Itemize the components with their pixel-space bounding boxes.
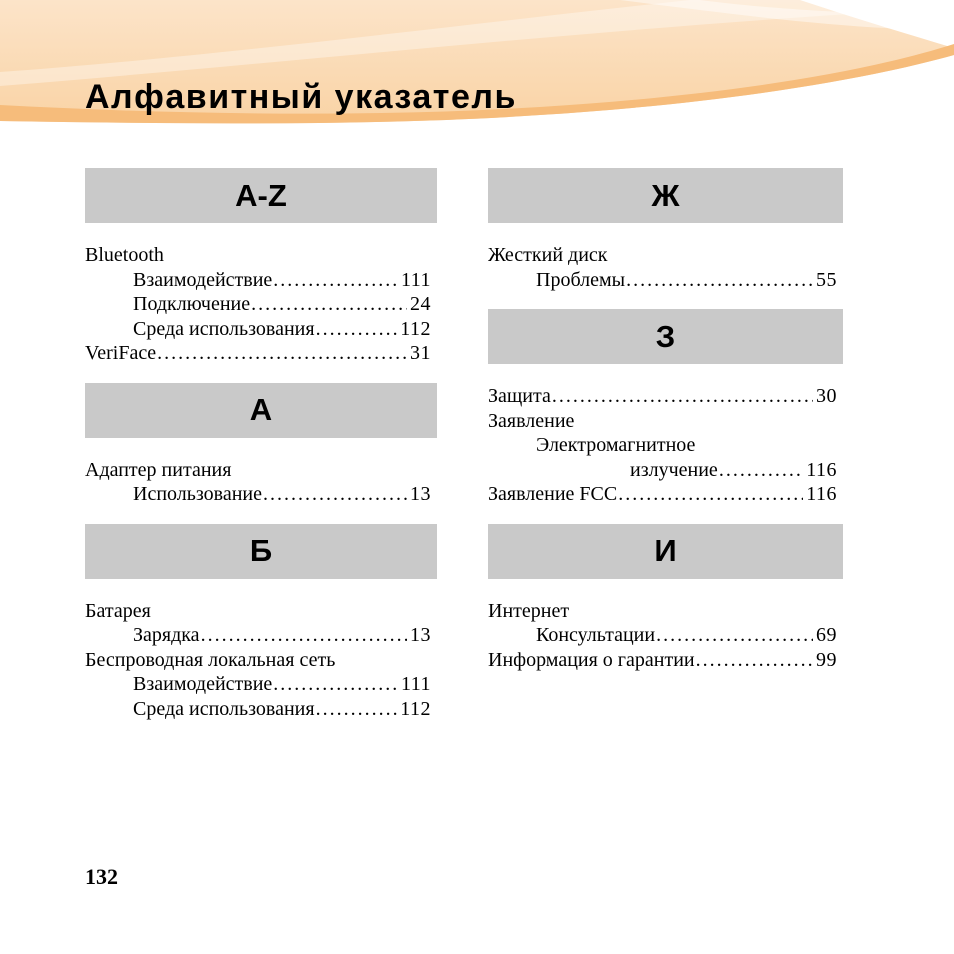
index-entry: [85, 292, 437, 317]
entry-label: Среда использования: [133, 317, 315, 340]
entry-label: Адаптер питания: [85, 458, 232, 481]
index-entry: [85, 317, 437, 342]
dot-leader: [201, 623, 407, 648]
entry-page-number: 69: [816, 624, 837, 646]
entry-label: Использование: [133, 483, 262, 505]
entry-label: Защита: [488, 385, 551, 407]
index-entry: [488, 243, 843, 268]
index-entry: [85, 243, 437, 268]
dot-leader: [157, 341, 407, 366]
entry-label: Батарея: [85, 599, 151, 622]
index-entry: [488, 268, 843, 293]
index-entry: [488, 458, 843, 483]
entry-page-number: 31: [410, 342, 431, 364]
entry-label: Беспроводная локальная сеть: [85, 648, 336, 671]
dot-leader: [316, 697, 398, 722]
index-entry: [85, 623, 437, 648]
section-letter: З: [655, 318, 676, 354]
index-entry: [488, 482, 843, 507]
entry-label: Заявление: [488, 409, 575, 432]
section-letter: Б: [249, 533, 273, 568]
section-letter: А: [249, 392, 273, 427]
entry-list: [85, 599, 437, 722]
index-columns: [85, 168, 843, 738]
index-entry: [85, 697, 437, 722]
section-letter: И: [654, 533, 677, 568]
entry-label: Взаимодействие: [133, 268, 273, 291]
entry-page-number: 99: [816, 648, 837, 671]
entry-label: Заявление FCC: [488, 483, 618, 505]
dot-leader: [696, 648, 813, 673]
index-entry: [488, 409, 843, 434]
entry-page-number: 55: [816, 268, 837, 291]
entry-page-number: 24: [410, 293, 431, 315]
entry-page-number: 116: [806, 483, 837, 505]
dot-leader: [316, 317, 398, 342]
section-header-З: [488, 309, 843, 364]
dot-leader: [251, 292, 407, 317]
index-entry: [488, 648, 843, 673]
dot-leader: [626, 268, 813, 293]
section-header-Ж: [488, 168, 843, 223]
entry-label: Проблемы: [536, 268, 626, 291]
dot-leader: [656, 623, 813, 648]
index-entry: [488, 384, 843, 409]
entry-page-number: 112: [400, 317, 431, 340]
section-header-Б: [85, 524, 437, 579]
entry-label: Электромагнитное: [536, 434, 696, 456]
index-entry: [488, 433, 843, 458]
index-column-left: [85, 168, 437, 738]
entry-list: [85, 458, 437, 507]
section-header-A-Z: [85, 168, 437, 223]
index-entry: [85, 672, 437, 697]
entry-label: Зарядка: [133, 624, 200, 646]
entry-page-number: 111: [400, 268, 431, 291]
index-entry: [85, 341, 437, 366]
entry-page-number: 30: [816, 385, 837, 407]
index-entry: [488, 599, 843, 624]
section-letter: A-Z: [235, 177, 287, 213]
entry-page-number: 13: [410, 483, 431, 505]
index-entry: [85, 648, 437, 673]
entry-list: [488, 243, 843, 292]
index-entry: [85, 482, 437, 507]
entry-label: Консультации: [536, 624, 656, 646]
entry-page-number: 13: [410, 624, 431, 646]
dot-leader: [273, 268, 398, 293]
entry-page-number: 116: [806, 458, 837, 481]
dot-leader: [618, 482, 803, 507]
entry-list: [488, 384, 843, 507]
index-entry: [85, 268, 437, 293]
entry-page-number: 112: [400, 697, 431, 720]
entry-label: Жесткий диск: [488, 244, 608, 266]
section-letter: Ж: [651, 177, 680, 213]
entry-label: излучение: [630, 458, 718, 481]
index-column-right: [488, 168, 843, 738]
section-header-И: [488, 524, 843, 579]
index-entry: [85, 599, 437, 624]
dot-leader: [552, 384, 813, 409]
entry-list: [85, 243, 437, 366]
dot-leader: [263, 482, 407, 507]
entry-label: Интернет: [488, 599, 570, 622]
entry-label: Bluetooth: [85, 244, 164, 266]
entry-label: Взаимодействие: [133, 673, 273, 695]
dot-leader: [719, 458, 803, 483]
entry-label: Подключение: [133, 293, 251, 315]
index-entry: [85, 458, 437, 483]
entry-label: Информация о гарантии: [488, 648, 695, 671]
index-entry: [488, 623, 843, 648]
entry-page-number: 111: [400, 673, 431, 695]
section-header-А: [85, 383, 437, 438]
page-title: Алфавитный указатель: [85, 78, 517, 116]
page-number: 132: [85, 864, 118, 889]
entry-label: VeriFace: [85, 342, 157, 364]
entry-label: Среда использования: [133, 697, 315, 720]
dot-leader: [273, 672, 398, 697]
entry-list: [488, 599, 843, 673]
